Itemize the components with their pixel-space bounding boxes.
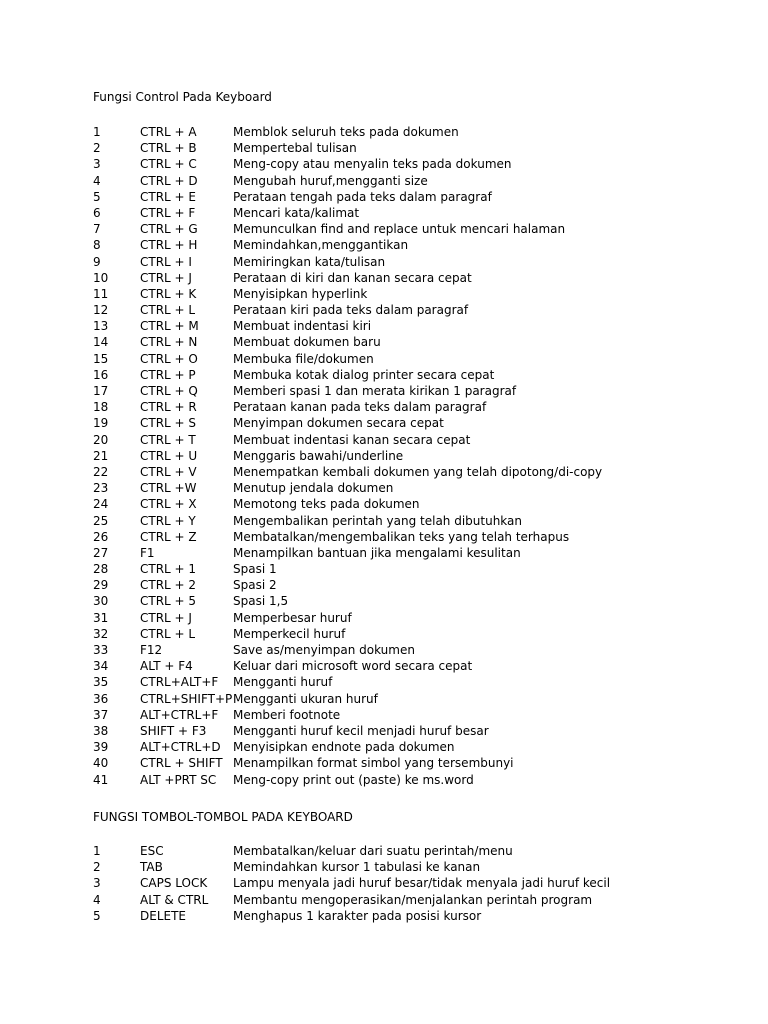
list-item [93,593,753,609]
list-item [93,908,753,924]
key-combination: CTRL + U [140,448,198,463]
key-combination: F1 [140,545,155,560]
function-description: Membuat dokumen baru [233,335,381,350]
list-item [93,545,753,561]
function-description: Keluar dari microsoft word secara cepat [233,659,473,674]
list-item [93,237,753,253]
section-title-control-keys: Fungsi Control Pada Keyboard [93,90,272,104]
item-number: 39 [93,740,109,755]
section-title-keyboard-keys: FUNGSI TOMBOL-TOMBOL PADA KEYBOARD [93,810,353,824]
function-description: Menyisipkan hyperlink [233,286,368,301]
function-description: Memblok seluruh teks pada dokumen [233,125,459,139]
item-number: 37 [93,707,109,722]
function-description: Membatalkan/keluar dari suatu perintah/menu [233,844,513,858]
item-number: 35 [93,675,109,690]
item-number: 4 [93,173,101,188]
list-item [93,254,753,270]
function-description: Spasi 2 [233,578,277,593]
key-combination: CTRL + X [140,497,197,512]
item-number: 36 [93,691,109,706]
key-combination: ALT + F4 [140,659,193,674]
item-number: 31 [93,610,109,625]
key-combination: CTRL + Y [140,513,196,528]
keyboard-key-list [93,843,753,924]
function-description: Membuat indentasi kiri [233,319,372,334]
list-item [93,334,753,350]
key-combination: CTRL + A [140,125,197,139]
key-combination: CTRL + Q [140,384,198,398]
item-number: 12 [93,303,109,318]
list-item [93,892,753,908]
function-description: Perataan kiri pada teks dalam paragraf [233,303,469,318]
list-item [93,221,753,237]
list-item [93,642,753,658]
list-item [93,513,753,529]
function-description: Memindahkan,menggantikan [233,238,409,253]
key-combination: ESC [140,844,164,858]
list-item [93,843,753,859]
key-combination: ALT & CTRL [140,892,209,907]
function-description: Membatalkan/mengembalikan teks yang telah terhapus [233,529,570,544]
item-number: 10 [93,270,109,285]
key-combination: CTRL+SHIFT+P [140,691,233,706]
key-combination: CTRL + G [140,222,198,237]
list-item [93,189,753,205]
list-item [93,448,753,464]
function-description: Menyisipkan endnote pada dokumen [233,740,455,755]
item-number: 33 [93,643,109,657]
key-combination: CTRL + E [140,189,196,204]
list-item [93,674,753,690]
function-description: Mengganti huruf [233,675,333,690]
function-description: Memotong teks pada dokumen [233,497,420,512]
key-combination: CTRL + 1 [140,562,197,577]
function-description: Menyimpan dokumen secara cepat [233,416,444,431]
key-combination: CTRL + F [140,205,196,220]
list-item [93,173,753,189]
item-number: 18 [93,400,109,415]
list-item [93,140,753,156]
key-combination: CTRL + SHIFT [140,756,223,771]
list-item [93,432,753,448]
list-item [93,755,753,771]
key-combination: CTRL + 2 [140,578,197,593]
item-number: 40 [93,756,109,771]
list-item [93,383,753,399]
list-item [93,124,753,140]
item-number: 6 [93,205,101,220]
item-number: 23 [93,481,109,496]
key-combination: TAB [140,860,163,875]
item-number: 34 [93,659,109,674]
item-number: 9 [93,254,101,269]
function-description: Mencari kata/kalimat [233,205,360,220]
function-description: Menggaris bawahi/underline [233,448,404,463]
function-description: Spasi 1,5 [233,594,289,609]
key-combination: CTRL + L [140,626,196,641]
key-combination: CTRL + V [140,464,197,479]
item-number: 41 [93,772,109,787]
function-description: Membuka file/dokumen [233,351,374,366]
list-item [93,399,753,415]
item-number: 3 [93,876,101,891]
key-combination: CTRL + I [140,254,192,269]
item-number: 8 [93,238,101,253]
list-item [93,415,753,431]
key-combination: CAPS LOCK [140,876,208,891]
function-description: Memiringkan kata/tulisan [233,254,386,269]
function-description: Save as/menyimpan dokumen [233,643,415,657]
list-item [93,156,753,172]
key-combination: CTRL + P [140,367,196,382]
key-combination: CTRL + K [140,286,197,301]
item-number: 25 [93,513,109,528]
function-description: Spasi 1 [233,562,277,577]
key-combination: CTRL + C [140,157,197,172]
function-description: Perataan tengah pada teks dalam paragraf [233,189,492,204]
function-description: Mengembalikan perintah yang telah dibutuhkan [233,513,523,528]
item-number: 1 [93,125,101,139]
item-number: 4 [93,892,101,907]
key-combination: CTRL + L [140,303,196,318]
key-combination: CTRL + D [140,173,198,188]
key-combination: CTRL + O [140,351,198,366]
list-item [93,691,753,707]
key-combination: CTRL +W [140,481,197,496]
list-item [93,772,753,788]
item-number: 7 [93,222,101,237]
key-combination: CTRL + R [140,400,197,415]
function-description: Membantu mengoperasikan/menjalankan perintah program [233,892,593,907]
item-number: 1 [93,844,101,858]
item-number: 22 [93,464,109,479]
list-item [93,610,753,626]
function-description: Menampilkan bantuan jika mengalami kesulitan [233,545,521,560]
function-description: Memperbesar huruf [233,610,352,625]
item-number: 17 [93,384,109,398]
item-number: 38 [93,723,109,738]
function-description: Membuka kotak dialog printer secara cepat [233,367,495,382]
key-combination: CTRL + M [140,319,199,334]
function-description: Perataan kanan pada teks dalam paragraf [233,400,487,415]
function-description: Memindahkan kursor 1 tabulasi ke kanan [233,860,481,875]
list-item [93,561,753,577]
key-combination: F12 [140,643,163,657]
function-description: Memunculkan find and replace untuk mencari halaman [233,222,566,237]
list-item [93,480,753,496]
function-description: Mengubah huruf,mengganti size [233,173,428,188]
list-item [93,351,753,367]
key-combination: ALT+CTRL+D [140,740,221,755]
key-combination: CTRL + J [140,270,192,285]
list-item [93,529,753,545]
function-description: Menghapus 1 karakter pada posisi kursor [233,908,482,923]
key-combination: CTRL + B [140,141,197,156]
list-item [93,464,753,480]
item-number: 2 [93,860,101,875]
key-combination: CTRL+ALT+F [140,675,219,690]
list-item [93,318,753,334]
item-number: 27 [93,545,109,560]
list-item [93,496,753,512]
key-combination: CTRL + J [140,610,192,625]
item-number: 3 [93,157,101,172]
list-item [93,577,753,593]
item-number: 5 [93,908,101,923]
item-number: 13 [93,319,109,334]
function-description: Menempatkan kembali dokumen yang telah dipotong/di-copy [233,464,603,479]
item-number: 16 [93,367,109,382]
item-number: 11 [93,286,109,301]
function-description: Mengganti ukuran huruf [233,691,378,706]
list-item [93,205,753,221]
item-number: 32 [93,626,109,641]
key-combination: CTRL + S [140,416,197,431]
key-combination: CTRL + Z [140,529,197,544]
list-item [93,626,753,642]
item-number: 24 [93,497,109,512]
function-description: Meng-copy print out (paste) ke ms.word [233,772,474,787]
function-description: Memberi spasi 1 dan merata kirikan 1 paragraf [233,384,517,398]
function-description: Menampilkan format simbol yang tersembunyi [233,756,514,771]
item-number: 19 [93,416,109,431]
item-number: 29 [93,578,109,593]
item-number: 21 [93,448,109,463]
function-description: Mempertebal tulisan [233,141,357,156]
key-combination: ALT+CTRL+F [140,707,219,722]
function-description: Lampu menyala jadi huruf besar/tidak menyala jadi huruf kecil [233,876,611,891]
list-item [93,707,753,723]
key-combination: DELETE [140,908,187,923]
function-description: Memperkecil huruf [233,626,346,641]
list-item [93,302,753,318]
control-key-list [93,124,753,788]
list-item [93,270,753,286]
key-combination: CTRL + H [140,238,198,253]
list-item [93,739,753,755]
function-description: Memberi footnote [233,707,341,722]
list-item [93,286,753,302]
item-number: 28 [93,562,109,577]
key-combination: ALT +PRT SC [140,772,217,787]
list-item [93,723,753,739]
item-number: 14 [93,335,109,350]
item-number: 5 [93,189,101,204]
key-combination: CTRL + T [140,432,196,447]
list-item [93,859,753,875]
key-combination: CTRL + 5 [140,594,197,609]
item-number: 2 [93,141,101,156]
key-combination: CTRL + N [140,335,198,350]
function-description: Perataan di kiri dan kanan secara cepat [233,270,472,285]
function-description: Menutup jendala dokumen [233,481,394,496]
function-description: Meng-copy atau menyalin teks pada dokumen [233,157,512,172]
list-item [93,658,753,674]
item-number: 15 [93,351,109,366]
list-item [93,875,753,891]
item-number: 20 [93,432,109,447]
list-item [93,367,753,383]
key-combination: SHIFT + F3 [140,723,207,738]
item-number: 30 [93,594,109,609]
function-description: Membuat indentasi kanan secara cepat [233,432,471,447]
item-number: 26 [93,529,109,544]
function-description: Mengganti huruf kecil menjadi huruf besar [233,723,489,738]
